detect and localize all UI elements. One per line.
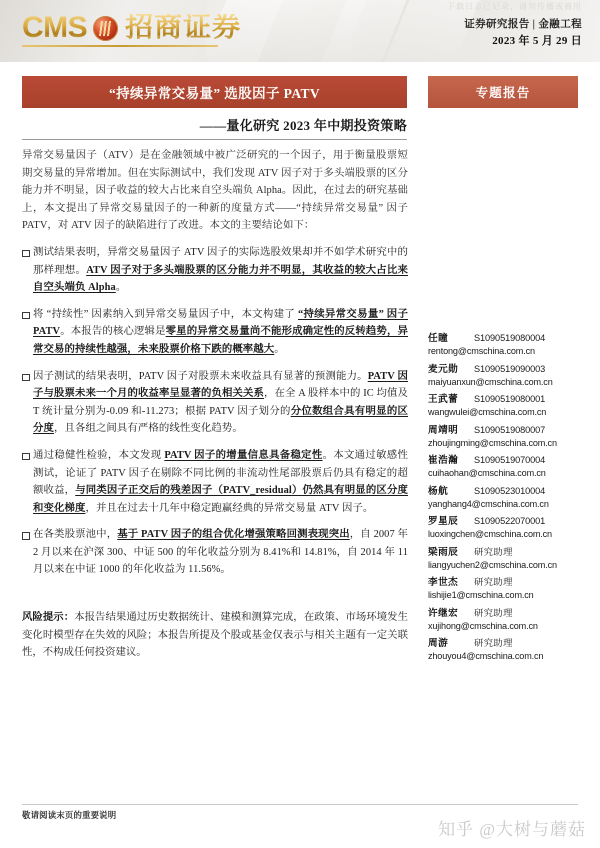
analyst-name: 梁雨辰 <box>428 546 459 558</box>
body-text: 在各类股票池中， <box>33 529 118 541</box>
analyst-name: 周游 <box>428 638 449 649</box>
analyst-header <box>428 391 588 405</box>
analyst-name: 崔浩瀚 <box>428 455 459 466</box>
analyst-name: 许继宏 <box>428 607 459 619</box>
header-meta <box>464 17 582 50</box>
analyst-header <box>428 574 588 588</box>
analyst-email[interactable]: rentong@cmschina.com.cn <box>428 346 535 356</box>
report-category: 证券研究报告 | 金融工程 <box>464 19 582 30</box>
footer-note: 敬请阅读末页的重要说明 <box>22 811 117 820</box>
body-text: ，自 2007 年 2 月以来在沪深 300、中证 500 的年化收益分别为 8.41%和 14.81%，自 2014 年 11 月以来在中证 1000 的年化收益为 11.56%。 <box>33 529 408 576</box>
analyst-header <box>428 544 588 558</box>
body-text: 。本报告的核心逻辑是 <box>60 326 166 338</box>
title-divider <box>22 139 407 140</box>
risk-notice <box>22 609 408 662</box>
analyst-license-code: S1090522070001 <box>474 516 546 526</box>
conclusion-bullet <box>22 368 408 438</box>
logo-text-en: CMS <box>22 11 88 44</box>
analyst-email[interactable]: yanghang4@cmschina.com.cn <box>428 498 549 509</box>
highlight-text: PATV 因子与股票未来一个月的收益率呈显著的负相关关系 <box>33 370 408 400</box>
analyst-name: 任瞳 <box>428 333 449 344</box>
analyst-email[interactable]: xujihong@cmschina.com.cn <box>428 620 538 631</box>
analyst-email[interactable]: zhoujingming@cmschina.com.cn <box>428 437 557 448</box>
body-text: 将 “持续性” 因素纳入到异常交易量因子中，本文构建了 <box>33 308 298 320</box>
analyst-email[interactable]: liangyuchen2@cmschina.com.cn <box>428 559 557 570</box>
analyst-entry <box>428 544 588 574</box>
footer-watermark: 知乎 @大树与蘑菇 <box>438 820 586 839</box>
analyst-entry <box>428 330 588 360</box>
body-text: ，在全 A 股样本中的 IC 均值及 T 统计量分别为-0.09 和-11.273；根据 PATV 因子划分的 <box>33 388 408 417</box>
analyst-email[interactable]: wangwulei@cmschina.com.cn <box>428 407 547 417</box>
analyst-header <box>428 422 588 436</box>
analyst-header <box>428 483 588 497</box>
conclusion-bullet <box>22 526 408 579</box>
highlight-text: ATV 因子对于多头端股票的区分能力并不明显，其收益的较大占比来自空头端负 Alpha <box>33 264 408 294</box>
analyst-name: 李世杰 <box>428 577 459 588</box>
analyst-list <box>428 330 588 666</box>
report-type-badge: 专题报告 <box>428 76 578 108</box>
analyst-entry <box>428 635 588 665</box>
page-subtitle: ——量化研究 2023 年中期投资策略 <box>199 118 407 133</box>
body-text: 。本文通过敏感性测试，论证了 PATV 因子在剔除不同比例的非流动性尾部股票后仍具有稳定的超额收益， <box>33 449 408 497</box>
analyst-name: 杨航 <box>428 485 449 497</box>
body-text: 通过稳健性检验，本文发现 <box>33 449 165 461</box>
title-row <box>0 76 600 108</box>
analyst-header <box>428 605 588 619</box>
analyst-entry <box>428 513 588 543</box>
highlight-text: “持续异常交易量” 因子 PATV <box>33 308 408 338</box>
analyst-role: 研究助理 <box>474 578 513 588</box>
top-watermark: 下载日志已记录，请勿传播或商用 <box>447 2 582 11</box>
summary-body <box>22 147 408 662</box>
analyst-license-code: S1090519080007 <box>474 424 546 435</box>
analyst-header <box>428 635 588 649</box>
body-text: 因子测试的结果表明，PATV 因子对股票未来收益具有显著的预测能力。 <box>33 370 368 382</box>
risk-notice-text: 本报告结果通过历史数据统计、建模和测算完成，在政策、市场环境发生变化时模型存在失效的风险；本报告所提及个股或基金仅表示与相关主题有一定关联性，不构成任何投资建议。 <box>22 612 409 659</box>
logo-underline-decor <box>22 45 218 47</box>
risk-notice-label: 风险提示： <box>22 612 75 624</box>
intro-paragraph: 异常交易量因子（ATV）是在金融领域中被广泛研究的一个因子，用于衡量股票短期交易量的异常增加。但在实际测试中，我们发现 ATV 因子对于多头端股票的区分能力并不明显，因子收益的较大占比来自空头端负 Alpha。因此，在过去的研究基础上，本文提出了异常交易量因子的一种新的度量方式——“持续异常交易量” 因子 PATV，对 ATV 因子的缺陷进行了改进。本文的主要结论如下： <box>22 150 408 232</box>
analyst-header <box>428 452 588 466</box>
body-text: ，且各组之间具有严格的线性变化趋势。 <box>53 423 243 435</box>
analyst-entry <box>428 574 588 604</box>
analyst-entry <box>428 391 588 421</box>
page-header <box>0 0 600 62</box>
analyst-email[interactable]: luoxingchen@cmschina.com.cn <box>428 529 552 539</box>
highlight-text: 与同类因子正交后的残差因子（PATV_residual）仍然具有明显的区分度和变化梯度 <box>33 485 408 514</box>
analyst-license-code: S1090519090003 <box>474 363 546 374</box>
analyst-email[interactable]: maiyuanxun@cmschina.com.cn <box>428 376 553 387</box>
analyst-header <box>428 361 588 375</box>
page-title: “持续异常交易量” 选股因子 PATV <box>22 76 407 108</box>
analyst-role: 研究助理 <box>474 547 513 558</box>
analyst-email[interactable]: lishijie1@cmschina.com.cn <box>428 590 534 600</box>
body-text: 。 <box>274 343 285 355</box>
highlight-text: 分位数组合具有明显的区分度 <box>33 405 408 435</box>
highlight-text: PATV 因子的增量信息具备稳定性 <box>164 449 323 461</box>
analyst-name: 麦元勋 <box>428 363 459 375</box>
conclusion-bullet <box>22 447 408 517</box>
conclusion-bullet <box>22 306 408 359</box>
analyst-header <box>428 513 588 527</box>
highlight-text: 零星的异常交易量尚不能形成确定性的反转趋势，异常交易的持续性越强，未来股票价格下跌的概率越大 <box>33 326 408 355</box>
analyst-entry <box>428 483 588 513</box>
analyst-entry <box>428 361 588 391</box>
analyst-name: 周靖明 <box>428 424 459 436</box>
analyst-license-code: S1090523010004 <box>474 485 546 496</box>
highlight-text: 基于 PATV 因子的组合优化增强策略回测表现突出 <box>117 529 350 541</box>
analyst-name: 王武蕾 <box>428 394 459 405</box>
body-text: 测试结果表明，异常交易量因子 ATV 因子的实际选股效果却并不如学术研究中的那样理想。 <box>33 246 408 276</box>
report-date: 2023 年 5 月 29 日 <box>492 35 582 47</box>
analyst-header <box>428 330 588 344</box>
cms-logo <box>22 13 241 43</box>
body-text: ，并且在过去十几年中稳定跑赢经典的异常交易量 ATV 因子。 <box>85 502 374 514</box>
analyst-entry <box>428 452 588 482</box>
analyst-license-code: S1090519080001 <box>474 394 546 404</box>
body-text: 。 <box>115 282 127 294</box>
analyst-email[interactable]: cuihaohan@cmschina.com.cn <box>428 468 546 478</box>
conclusion-bullet <box>22 244 408 297</box>
cms-emblem-icon <box>93 16 118 41</box>
logo-text-cn: 招商证券 <box>125 12 242 43</box>
analyst-name: 罗星辰 <box>428 516 459 527</box>
footer-divider <box>22 804 578 805</box>
analyst-role: 研究助理 <box>474 608 513 619</box>
analyst-license-code: S1090519070004 <box>474 455 546 465</box>
analyst-entry <box>428 605 588 635</box>
analyst-entry <box>428 422 588 452</box>
analyst-email[interactable]: zhouyou4@cmschina.com.cn <box>428 651 544 661</box>
conclusion-bullet-list <box>22 244 408 579</box>
analyst-license-code: S1090519080004 <box>474 333 546 343</box>
analyst-role: 研究助理 <box>474 639 513 649</box>
